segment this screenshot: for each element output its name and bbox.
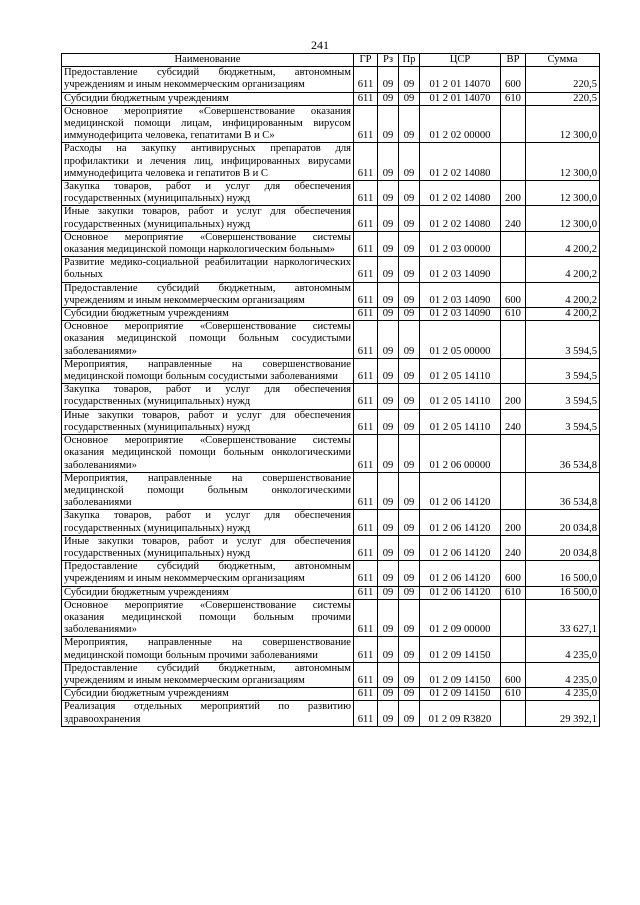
header-pr: Пр — [399, 54, 420, 67]
table-row — [62, 92, 600, 105]
cell-csr: 01 2 03 14090 — [420, 308, 501, 321]
cell-sum: 220,5 — [526, 67, 600, 92]
cell-pr: 09 — [399, 92, 420, 105]
header-sum: Сумма — [526, 54, 600, 67]
cell-csr: 01 2 05 14110 — [420, 384, 501, 409]
cell-gr: 611 — [354, 688, 378, 701]
cell-pr: 09 — [399, 472, 420, 510]
cell-vr: 200 — [501, 384, 526, 409]
cell-rz: 09 — [378, 701, 399, 726]
table-row — [62, 586, 600, 599]
cell-rz: 09 — [378, 561, 399, 586]
cell-rz: 09 — [378, 105, 399, 143]
cell-pr: 09 — [399, 67, 420, 92]
header-csr: ЦСР — [420, 54, 501, 67]
cell-gr: 611 — [354, 206, 378, 231]
cell-vr — [501, 599, 526, 637]
cell-sum: 33 627,1 — [526, 599, 600, 637]
cell-sum: 12 300,0 — [526, 105, 600, 143]
cell-rz: 09 — [378, 257, 399, 282]
cell-sum: 4 235,0 — [526, 637, 600, 662]
cell-csr: 01 2 06 00000 — [420, 435, 501, 473]
cell-gr: 611 — [354, 662, 378, 687]
cell-sum: 3 594,5 — [526, 358, 600, 383]
cell-csr: 01 2 06 14120 — [420, 561, 501, 586]
table-row — [62, 282, 600, 307]
cell-name: Мероприятия, направленные на совершенствование медицинской помощи больным прочими заболеваниями — [62, 637, 354, 662]
table-row — [62, 206, 600, 231]
cell-vr: 600 — [501, 561, 526, 586]
table-row — [62, 384, 600, 409]
cell-csr: 01 2 09 R3820 — [420, 701, 501, 726]
cell-rz: 09 — [378, 181, 399, 206]
budget-table — [61, 53, 600, 727]
cell-name: Основное мероприятие «Совершенствование системы оказания медицинской помощи больным онкологическими заболеваниями» — [62, 435, 354, 473]
cell-csr: 01 2 03 14090 — [420, 257, 501, 282]
cell-vr: 200 — [501, 510, 526, 535]
cell-gr: 611 — [354, 105, 378, 143]
cell-csr: 01 2 09 00000 — [420, 599, 501, 637]
cell-rz: 09 — [378, 231, 399, 256]
cell-name: Иные закупки товаров, работ и услуг для обеспечения государственных (муниципальных) нужд — [62, 409, 354, 434]
cell-pr: 09 — [399, 599, 420, 637]
cell-name: Реализация отдельных мероприятий по развитию здравоохранения — [62, 701, 354, 726]
table-row — [62, 181, 600, 206]
cell-csr: 01 2 06 14120 — [420, 535, 501, 560]
table-row — [62, 637, 600, 662]
cell-csr: 01 2 02 14080 — [420, 206, 501, 231]
cell-vr — [501, 701, 526, 726]
cell-vr: 600 — [501, 282, 526, 307]
cell-gr: 611 — [354, 67, 378, 92]
cell-name: Закупка товаров, работ и услуг для обеспечения государственных (муниципальных) нужд — [62, 384, 354, 409]
cell-gr: 611 — [354, 472, 378, 510]
cell-name: Предоставление субсидий бюджетным, автономным учреждениям и иным некоммерческим организациям — [62, 67, 354, 92]
table-row — [62, 308, 600, 321]
cell-gr: 611 — [354, 92, 378, 105]
cell-pr: 09 — [399, 510, 420, 535]
cell-gr: 611 — [354, 599, 378, 637]
cell-rz: 09 — [378, 67, 399, 92]
cell-vr: 610 — [501, 92, 526, 105]
cell-csr: 01 2 05 00000 — [420, 321, 501, 359]
cell-csr: 01 2 06 14120 — [420, 472, 501, 510]
table-row — [62, 143, 600, 181]
cell-vr: 610 — [501, 586, 526, 599]
table-header — [62, 54, 600, 67]
cell-name: Субсидии бюджетным учреждениям — [62, 92, 354, 105]
cell-pr: 09 — [399, 586, 420, 599]
cell-name: Иные закупки товаров, работ и услуг для обеспечения государственных (муниципальных) нужд — [62, 535, 354, 560]
cell-name: Предоставление субсидий бюджетным, автономным учреждениям и иным некоммерческим организациям — [62, 561, 354, 586]
cell-sum: 12 300,0 — [526, 206, 600, 231]
cell-pr: 09 — [399, 358, 420, 383]
cell-rz: 09 — [378, 321, 399, 359]
cell-name: Субсидии бюджетным учреждениям — [62, 688, 354, 701]
cell-gr: 611 — [354, 282, 378, 307]
table-row — [62, 435, 600, 473]
cell-vr — [501, 472, 526, 510]
table-row — [62, 510, 600, 535]
cell-gr: 611 — [354, 561, 378, 586]
cell-gr: 611 — [354, 409, 378, 434]
table-row — [62, 599, 600, 637]
cell-sum: 36 534,8 — [526, 472, 600, 510]
cell-sum: 36 534,8 — [526, 435, 600, 473]
cell-gr: 611 — [354, 384, 378, 409]
cell-csr: 01 2 06 14120 — [420, 510, 501, 535]
cell-rz: 09 — [378, 308, 399, 321]
cell-csr: 01 2 03 00000 — [420, 231, 501, 256]
cell-sum: 3 594,5 — [526, 409, 600, 434]
cell-rz: 09 — [378, 358, 399, 383]
cell-vr: 610 — [501, 308, 526, 321]
cell-csr: 01 2 01 14070 — [420, 92, 501, 105]
cell-sum: 12 300,0 — [526, 143, 600, 181]
cell-pr: 09 — [399, 688, 420, 701]
cell-name: Предоставление субсидий бюджетным, автономным учреждениям и иным некоммерческим организациям — [62, 662, 354, 687]
cell-gr: 611 — [354, 181, 378, 206]
table-row — [62, 701, 600, 726]
cell-pr: 09 — [399, 637, 420, 662]
cell-rz: 09 — [378, 384, 399, 409]
cell-name: Мероприятия, направленные на совершенствование медицинской помощи больным онкологическими заболеваниями — [62, 472, 354, 510]
cell-csr: 01 2 09 14150 — [420, 662, 501, 687]
cell-pr: 09 — [399, 231, 420, 256]
cell-sum: 4 235,0 — [526, 662, 600, 687]
cell-sum: 3 594,5 — [526, 321, 600, 359]
cell-sum: 29 392,1 — [526, 701, 600, 726]
cell-pr: 09 — [399, 181, 420, 206]
cell-vr — [501, 105, 526, 143]
cell-sum: 12 300,0 — [526, 181, 600, 206]
cell-name: Мероприятия, направленные на совершенствование медицинской помощи больным сосудистыми заболеваниями — [62, 358, 354, 383]
cell-rz: 09 — [378, 282, 399, 307]
cell-gr: 611 — [354, 586, 378, 599]
cell-pr: 09 — [399, 143, 420, 181]
cell-sum: 220,5 — [526, 92, 600, 105]
cell-pr: 09 — [399, 105, 420, 143]
table-row — [62, 561, 600, 586]
cell-rz: 09 — [378, 688, 399, 701]
cell-vr: 610 — [501, 688, 526, 701]
cell-gr: 611 — [354, 358, 378, 383]
table-row — [62, 662, 600, 687]
table-row — [62, 231, 600, 256]
cell-name: Развитие медико-социальной реабилитации наркологических больных — [62, 257, 354, 282]
table-row — [62, 321, 600, 359]
table-row — [62, 257, 600, 282]
cell-rz: 09 — [378, 472, 399, 510]
cell-vr: 240 — [501, 206, 526, 231]
cell-pr: 09 — [399, 257, 420, 282]
cell-sum: 4 235,0 — [526, 688, 600, 701]
table-body — [62, 67, 600, 727]
cell-csr: 01 2 09 14150 — [420, 637, 501, 662]
cell-pr: 09 — [399, 435, 420, 473]
page-number: 241 — [311, 38, 329, 52]
table-row — [62, 358, 600, 383]
cell-name: Расходы на закупку антивирусных препаратов для профилактики и лечения лиц, инфицированных вирусами иммунодефицита человека и гепатитов В и С — [62, 143, 354, 181]
cell-vr: 240 — [501, 535, 526, 560]
cell-vr: 600 — [501, 67, 526, 92]
cell-pr: 09 — [399, 321, 420, 359]
cell-name: Основное мероприятие «Совершенствование оказания медицинской помощи лицам, инфицированным вирусом иммунодефицита человека, гепатитами В и С» — [62, 105, 354, 143]
cell-sum: 4 200,2 — [526, 308, 600, 321]
cell-csr: 01 2 03 14090 — [420, 282, 501, 307]
table-row — [62, 409, 600, 434]
header-rz: Рз — [378, 54, 399, 67]
cell-sum: 4 200,2 — [526, 257, 600, 282]
cell-pr: 09 — [399, 409, 420, 434]
cell-rz: 09 — [378, 510, 399, 535]
cell-rz: 09 — [378, 662, 399, 687]
cell-rz: 09 — [378, 637, 399, 662]
header-row — [62, 54, 600, 67]
cell-vr — [501, 231, 526, 256]
cell-vr — [501, 358, 526, 383]
cell-pr: 09 — [399, 384, 420, 409]
cell-name: Основное мероприятие «Совершенствование системы оказания медицинской помощи наркологическим больным» — [62, 231, 354, 256]
cell-vr — [501, 257, 526, 282]
cell-name: Закупка товаров, работ и услуг для обеспечения государственных (муниципальных) нужд — [62, 510, 354, 535]
cell-gr: 611 — [354, 637, 378, 662]
cell-vr — [501, 637, 526, 662]
cell-vr — [501, 143, 526, 181]
cell-vr: 240 — [501, 409, 526, 434]
cell-pr: 09 — [399, 282, 420, 307]
cell-rz: 09 — [378, 92, 399, 105]
cell-name: Основное мероприятие «Совершенствование системы оказания медицинской помощи больным сосудистыми заболеваниями» — [62, 321, 354, 359]
cell-vr — [501, 321, 526, 359]
cell-csr: 01 2 02 14080 — [420, 143, 501, 181]
table-row — [62, 472, 600, 510]
table-row — [62, 535, 600, 560]
cell-name: Субсидии бюджетным учреждениям — [62, 586, 354, 599]
cell-vr: 600 — [501, 662, 526, 687]
cell-csr: 01 2 05 14110 — [420, 409, 501, 434]
cell-sum: 4 200,2 — [526, 282, 600, 307]
cell-sum: 20 034,8 — [526, 510, 600, 535]
header-name: Наименование — [62, 54, 354, 67]
cell-pr: 09 — [399, 662, 420, 687]
cell-rz: 09 — [378, 206, 399, 231]
cell-vr: 200 — [501, 181, 526, 206]
cell-rz: 09 — [378, 435, 399, 473]
cell-vr — [501, 435, 526, 473]
cell-csr: 01 2 06 14120 — [420, 586, 501, 599]
cell-sum: 3 594,5 — [526, 384, 600, 409]
cell-sum: 16 500,0 — [526, 561, 600, 586]
cell-gr: 611 — [354, 701, 378, 726]
cell-gr: 611 — [354, 308, 378, 321]
cell-rz: 09 — [378, 143, 399, 181]
header-vr: ВР — [501, 54, 526, 67]
cell-name: Основное мероприятие «Совершенствование системы оказания медицинской помощи больным прочими заболеваниями» — [62, 599, 354, 637]
cell-name: Закупка товаров, работ и услуг для обеспечения государственных (муниципальных) нужд — [62, 181, 354, 206]
cell-csr: 01 2 05 14110 — [420, 358, 501, 383]
cell-name: Субсидии бюджетным учреждениям — [62, 308, 354, 321]
cell-gr: 611 — [354, 143, 378, 181]
cell-gr: 611 — [354, 510, 378, 535]
cell-sum: 4 200,2 — [526, 231, 600, 256]
cell-gr: 611 — [354, 231, 378, 256]
cell-pr: 09 — [399, 206, 420, 231]
cell-rz: 09 — [378, 586, 399, 599]
cell-pr: 09 — [399, 308, 420, 321]
cell-gr: 611 — [354, 535, 378, 560]
cell-name: Предоставление субсидий бюджетным, автономным учреждениям и иным некоммерческим организациям — [62, 282, 354, 307]
cell-gr: 611 — [354, 435, 378, 473]
cell-sum: 20 034,8 — [526, 535, 600, 560]
cell-rz: 09 — [378, 535, 399, 560]
cell-csr: 01 2 09 14150 — [420, 688, 501, 701]
cell-sum: 16 500,0 — [526, 586, 600, 599]
cell-name: Иные закупки товаров, работ и услуг для обеспечения государственных (муниципальных) нужд — [62, 206, 354, 231]
cell-pr: 09 — [399, 561, 420, 586]
cell-gr: 611 — [354, 257, 378, 282]
cell-csr: 01 2 01 14070 — [420, 67, 501, 92]
cell-rz: 09 — [378, 599, 399, 637]
cell-csr: 01 2 02 00000 — [420, 105, 501, 143]
cell-pr: 09 — [399, 535, 420, 560]
header-gr: ГР — [354, 54, 378, 67]
table-row — [62, 105, 600, 143]
table-row — [62, 688, 600, 701]
cell-pr: 09 — [399, 701, 420, 726]
cell-rz: 09 — [378, 409, 399, 434]
cell-csr: 01 2 02 14080 — [420, 181, 501, 206]
table-row — [62, 67, 600, 92]
cell-gr: 611 — [354, 321, 378, 359]
